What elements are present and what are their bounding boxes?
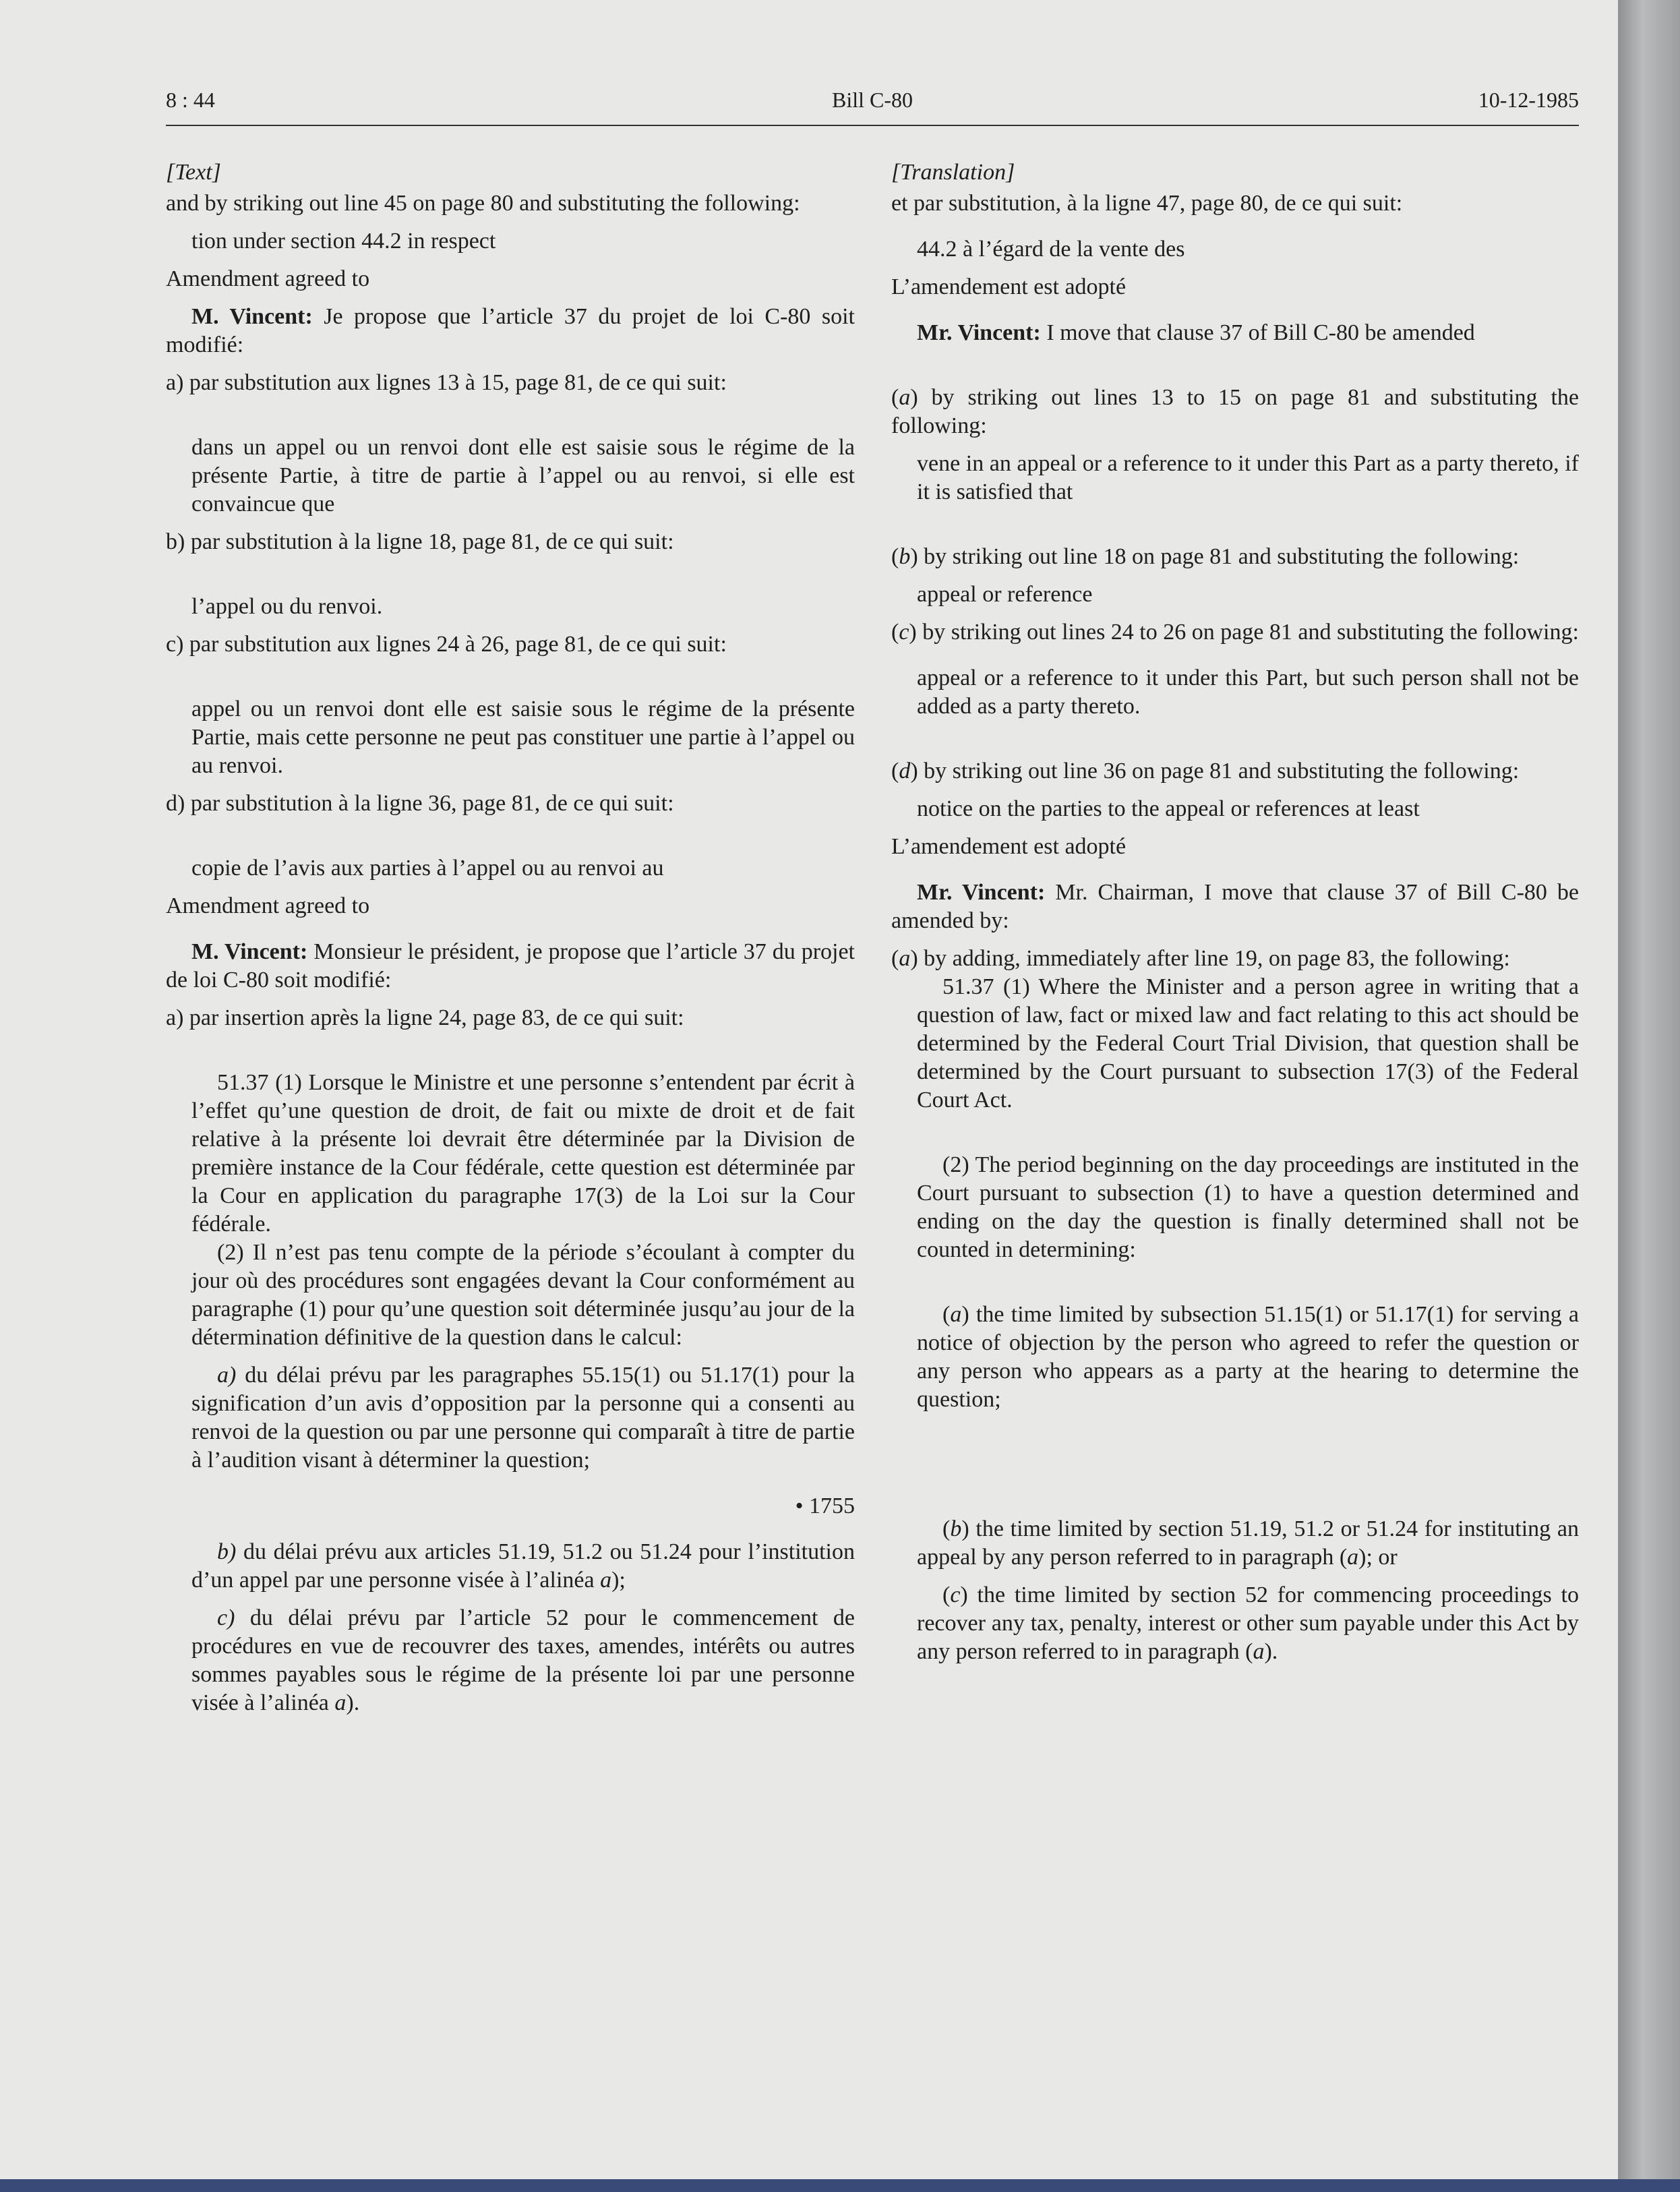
subparagraph: (b) the time limited by section 51.19, 51.2 or 51.24 for instituting an appeal by any person referred to in paragraph (a); or bbox=[917, 1516, 1579, 1570]
quoted-text: vene in an appeal or a reference to it under this Part as a party thereto, if it is satisfied that bbox=[917, 451, 1579, 504]
amendment-item: b) par substitution à la ligne 18, page 81, de ce qui suit: bbox=[166, 529, 674, 554]
speech: Mr. Vincent: I move that clause 37 of Bill C-80 be amended bbox=[917, 320, 1475, 345]
amendment-item: (a) by adding, immediately after line 19, on page 83, the following: bbox=[891, 946, 1510, 971]
speaker-name: Mr. Vincent: bbox=[917, 320, 1041, 345]
section-text: 51.37 (1) Lorsque le Ministre et une personne s’entendent par écrit à l’effet qu’une question de droit, de fait ou mixte de droit et de fait relative à la présente loi devrait être déterminée par la Division de première instance de la Cour fédérale, cette question est déterminée par la Cour en application du paragraphe 17(3) de la Loi sur la Cour fédérale. bbox=[191, 1070, 855, 1237]
page-number: 8 : 44 bbox=[166, 88, 215, 112]
section-text: (2) Il n’est pas tenu compte de la période s’écoulant à compter du jour où des procédures sont engagées devant la Cour conformément au paragraphe (1) pour qu’une question soit déterminée jusqu’au jour de la détermination définitive de la question dans le calcul: bbox=[191, 1240, 855, 1350]
bill-title: Bill C-80 bbox=[831, 88, 913, 112]
page-header bbox=[166, 88, 1579, 128]
paragraph: et par substitution, à la ligne 47, page 80, de ce qui suit: bbox=[891, 191, 1403, 216]
time-marker: • 1755 bbox=[795, 1493, 855, 1518]
quoted-text: appeal or reference bbox=[917, 582, 1093, 607]
quoted-text: 44.2 à l’égard de la vente des bbox=[917, 237, 1185, 262]
amendment-item: a) par insertion après la ligne 24, page 83, de ce qui suit: bbox=[166, 1005, 684, 1030]
speaker-name: Mr. Vincent: bbox=[917, 880, 1046, 905]
amendment-item: (d) by striking out line 36 on page 81 and substituting the following: bbox=[891, 759, 1520, 783]
quoted-text: copie de l’avis aux parties à l’appel ou au renvoi au bbox=[191, 856, 664, 881]
quoted-text: tion under section 44.2 in respect bbox=[191, 229, 496, 254]
amendment-item: a) par substitution aux lignes 13 à 15, page 81, de ce qui suit: bbox=[166, 370, 727, 395]
quoted-text: dans un appel ou un renvoi dont elle est saisie sous le régime de la présente Partie, à titre de partie à l’appel ou au renvoi, si elle est convaincue que bbox=[191, 435, 855, 516]
section-text: 51.37 (1) Where the Minister and a person agree in writing that a question of law, fact or mixed law and fact relating to this act should be determined by the Federal Court Trial Division, that question shall be determined by the Court pursuant to subsection 17(3) of the Federal Court Act. bbox=[917, 974, 1579, 1113]
amendment-item: c) par substitution aux lignes 24 à 26, page 81, de ce qui suit: bbox=[166, 632, 727, 657]
text-label: [Text] bbox=[166, 160, 221, 185]
speaker-name: M. Vincent: bbox=[191, 304, 313, 329]
subparagraph: c) du délai prévu par l’article 52 pour le commencement de procédures en vue de recouvrer des taxes, amendes, intérêts ou autres sommes payables sous le régime de la présente loi par une personne visée à l’alinéa a). bbox=[191, 1605, 855, 1715]
quoted-text: appel ou un renvoi dont elle est saisie sous le régime de la présente Partie, mais cette personne ne peut pas constituer une partie à l’appel ou au renvoi. bbox=[191, 697, 855, 778]
translation-label: [Translation] bbox=[891, 160, 1015, 185]
section-text: (2) The period beginning on the day proceedings are instituted in the Court pursuant to subsection (1) to have a question determined and ending on the day the question is finally determined shall not be counted in determining: bbox=[917, 1152, 1579, 1262]
subparagraph: a) du délai prévu par les paragraphes 55.15(1) ou 51.17(1) pour la signification d’un avis d’opposition par la personne qui a consenti au renvoi de la question ou par une personne qui comparaît à titre de partie à l’audition visant à déterminer la question; bbox=[191, 1363, 855, 1473]
page-bottom-edge bbox=[0, 2179, 1680, 2192]
amendment-item: (a) by striking out lines 13 to 15 on page 81 and substituting the following: bbox=[891, 385, 1579, 438]
speech: Mr. Vincent: Mr. Chairman, I move that clause 37 of Bill C-80 be amended by: bbox=[891, 880, 1579, 933]
right-column bbox=[891, 158, 1579, 1666]
quoted-text: appeal or a reference to it under this Part, but such person shall not be added as a party thereto. bbox=[917, 665, 1579, 719]
speaker-name: M. Vincent: bbox=[191, 939, 308, 964]
amendment-item: d) par substitution à la ligne 36, page 81, de ce qui suit: bbox=[166, 791, 674, 816]
header-date: 10-12-1985 bbox=[1478, 88, 1579, 112]
subparagraph: (c) the time limited by section 52 for commencing proceedings to recover any tax, penalty, interest or other sum payable under this Act by any person referred to in paragraph (a). bbox=[917, 1582, 1579, 1664]
amendment-item: (b) by striking out line 18 on page 81 and substituting the following: bbox=[891, 544, 1520, 569]
amendment-status: Amendment agreed to bbox=[166, 893, 370, 918]
book-spine bbox=[1618, 0, 1680, 2192]
amendment-status: L’amendement est adopté bbox=[891, 834, 1127, 859]
amendment-item: (c) by striking out lines 24 to 26 on page 81 and substituting the following: bbox=[891, 620, 1579, 645]
paragraph: and by striking out line 45 on page 80 and substituting the following: bbox=[166, 191, 800, 216]
subparagraph: b) du délai prévu aux articles 51.19, 51.2 ou 51.24 pour l’institution d’un appel par une personne visée à l’alinéa a); bbox=[191, 1539, 855, 1593]
amendment-status: Amendment agreed to bbox=[166, 266, 370, 291]
left-column bbox=[166, 158, 855, 1717]
amendment-status: L’amendement est adopté bbox=[891, 274, 1127, 299]
quoted-text: notice on the parties to the appeal or references at least bbox=[917, 796, 1420, 821]
header-rule bbox=[166, 125, 1579, 126]
subparagraph: (a) the time limited by subsection 51.15(1) or 51.17(1) for serving a notice of objection by the person who agreed to refer the question or any person who appears as a party at the hearing to determine the question; bbox=[917, 1302, 1579, 1412]
speech: M. Vincent: Je propose que l’article 37 du projet de loi C-80 soit modifié: bbox=[166, 304, 855, 357]
speech: M. Vincent: Monsieur le président, je propose que l’article 37 du projet de loi C-80 soit modifié: bbox=[166, 939, 855, 993]
quoted-text: l’appel ou du renvoi. bbox=[191, 594, 383, 619]
